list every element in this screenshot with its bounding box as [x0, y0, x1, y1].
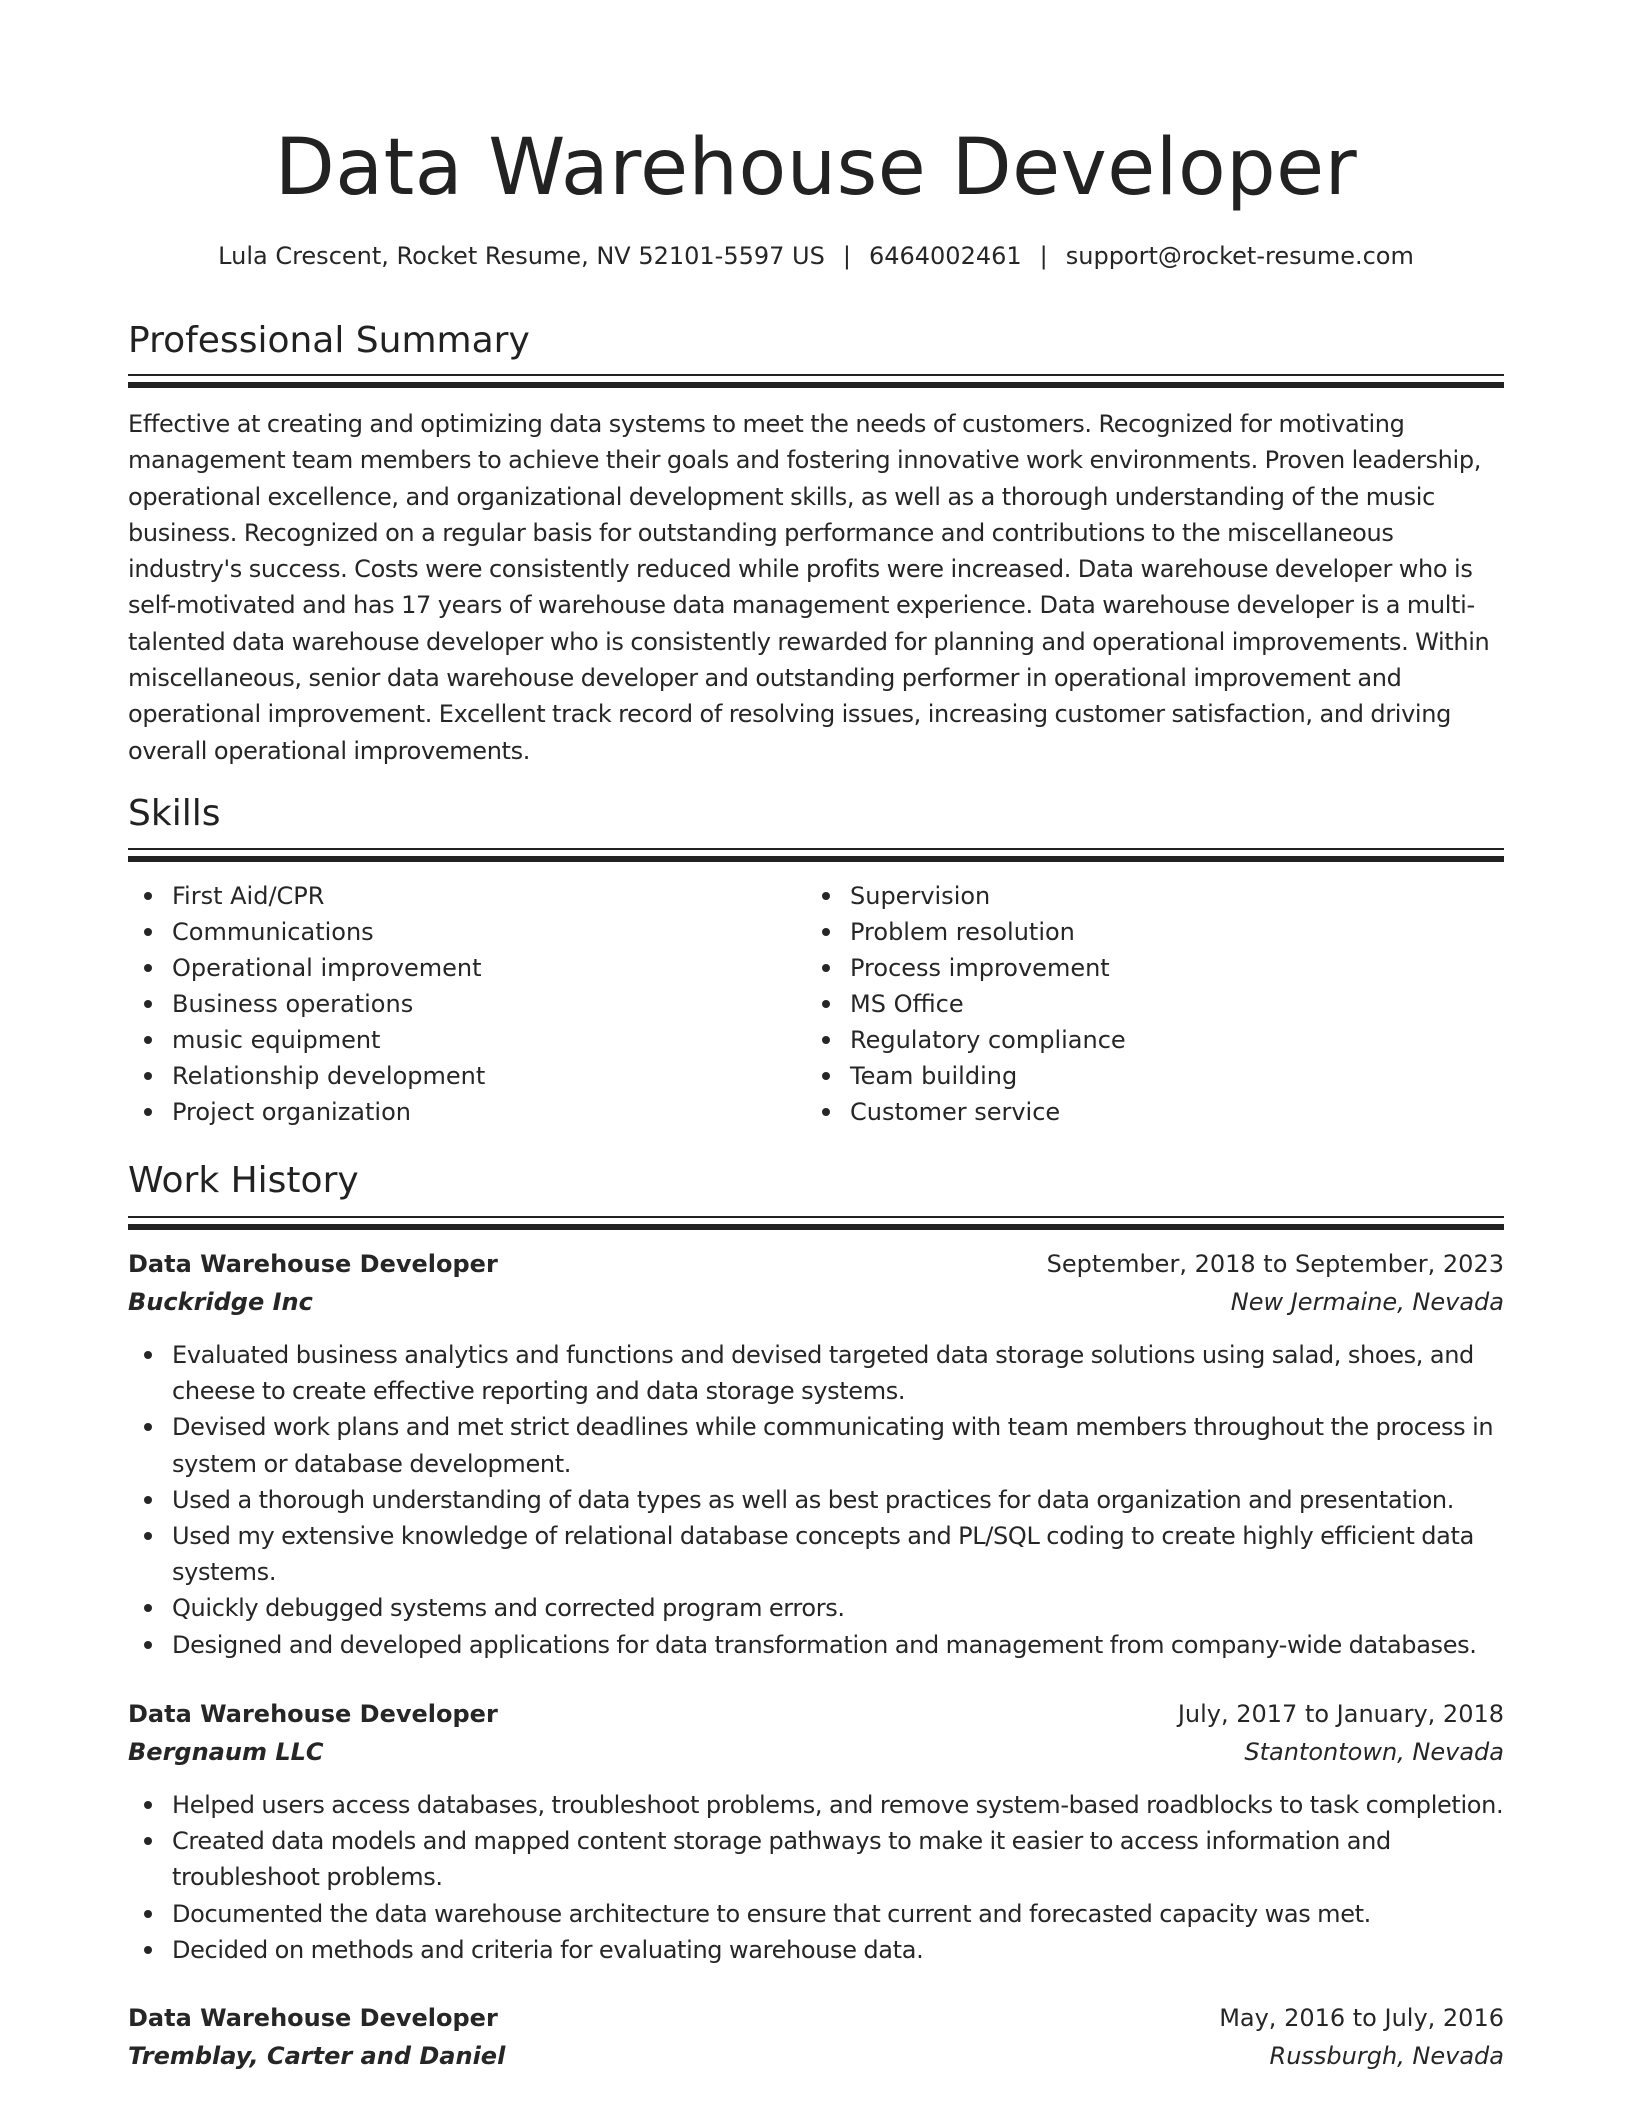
job-title: Data Warehouse Developer: [128, 2004, 498, 2032]
skill-item: music equipment: [128, 1022, 485, 1058]
job-dates: May, 2016 to July, 2016: [1219, 2004, 1504, 2032]
job-location: New Jermaine, Nevada: [1230, 1288, 1504, 1316]
skill-item: Project organization: [128, 1094, 485, 1130]
summary-text: Effective at creating and optimizing data systems to meet the needs of customers. Recognized for motivating management team members to achieve their goals and fostering innovative work environments. Proven leadership, operational excellence, and organizational development skills, as well as a thorough understanding of the music business. Recognized on a regular basis for outstanding performance and contributions to the miscellaneous industry's success. Costs were consistently reduced while profits were increased. Data warehouse developer who is self-motivated and has 17 years of warehouse data management experience. Data warehouse developer is a multi-talented data warehouse developer who is consistently rewarded for planning and operational improvements. Within miscellaneous, senior data warehouse developer and outstanding performer in operational improvement and operational improvement. Excellent track record of resolving issues, increasing customer satisfaction, and driving overall operational improvements.: [128, 410, 1490, 765]
job-bullets: [128, 1337, 1504, 1663]
job-bullet: Quickly debugged systems and corrected program errors.: [128, 1590, 1504, 1626]
skill-item: Supervision: [806, 878, 1126, 914]
job-entry: [128, 1999, 1504, 2091]
job-title: Data Warehouse Developer: [128, 1700, 498, 1728]
contact-phone: 6464002461: [868, 242, 1022, 270]
work-history-divider: [128, 1216, 1504, 1229]
contact-address: Lula Crescent, Rocket Resume, NV 52101-5597 US: [218, 242, 825, 270]
job-location: Russburgh, Nevada: [1269, 2042, 1504, 2070]
job-bullet: Designed and developed applications for data transformation and management from company-wide databases.: [128, 1627, 1504, 1663]
summary-divider: [128, 374, 1504, 387]
skill-item: Business operations: [128, 986, 485, 1022]
job-bullet: Helped users access databases, troubleshoot problems, and remove system-based roadblocks to task completion.: [128, 1787, 1504, 1823]
skills-list-left: [128, 878, 485, 1130]
job-entry: [128, 1695, 1504, 1968]
skill-item: Customer service: [806, 1094, 1126, 1130]
skills-divider: [128, 848, 1504, 861]
job-bullet: Decided on methods and criteria for evaluating warehouse data.: [128, 1932, 1504, 1968]
contact-separator: |: [842, 242, 851, 270]
job-bullet: Documented the data warehouse architecture to ensure that current and forecasted capacity was met.: [128, 1896, 1504, 1932]
contact-separator: |: [1039, 242, 1048, 270]
skill-item: Communications: [128, 914, 485, 950]
job-dates: September, 2018 to September, 2023: [1046, 1250, 1504, 1278]
job-bullets: [128, 1787, 1504, 1968]
skill-item: MS Office: [806, 986, 1126, 1022]
job-company: Buckridge Inc: [128, 1288, 313, 1316]
skill-item: Operational improvement: [128, 950, 485, 986]
work-history-heading: Work History: [128, 1160, 359, 1201]
resume-title: Data Warehouse Developer: [274, 123, 1358, 213]
skill-item: Relationship development: [128, 1058, 485, 1094]
skill-item: Process improvement: [806, 950, 1126, 986]
job-bullet: Used a thorough understanding of data types as well as best practices for data organization and presentation.: [128, 1482, 1504, 1518]
job-bullet: Evaluated business analytics and functions and devised targeted data storage solutions using salad, shoes, and cheese to create effective reporting and data storage systems.: [128, 1337, 1504, 1409]
job-location: Stantontown, Nevada: [1244, 1738, 1504, 1766]
skill-item: Problem resolution: [806, 914, 1126, 950]
job-entry: [128, 1245, 1504, 1663]
skill-item: First Aid/CPR: [128, 878, 485, 914]
skills-heading: Skills: [128, 793, 221, 834]
job-company: Bergnaum LLC: [128, 1738, 324, 1766]
job-bullet: Devised work plans and met strict deadlines while communicating with team members throughout the process in system or database development.: [128, 1409, 1504, 1481]
job-company: Tremblay, Carter and Daniel: [128, 2042, 506, 2070]
skill-item: Team building: [806, 1058, 1126, 1094]
job-dates: July, 2017 to January, 2018: [1177, 1700, 1504, 1728]
summary-heading: Professional Summary: [128, 320, 530, 361]
skills-list-right: [806, 878, 1126, 1130]
job-title: Data Warehouse Developer: [128, 1250, 498, 1278]
job-bullet: Created data models and mapped content storage pathways to make it easier to access information and troubleshoot problems.: [128, 1823, 1504, 1895]
skill-item: Regulatory compliance: [806, 1022, 1126, 1058]
contact-line: [128, 238, 1504, 274]
contact-email: support@rocket-resume.com: [1065, 242, 1414, 270]
job-bullet: Used my extensive knowledge of relational database concepts and PL/SQL coding to create highly efficient data systems.: [128, 1518, 1504, 1590]
